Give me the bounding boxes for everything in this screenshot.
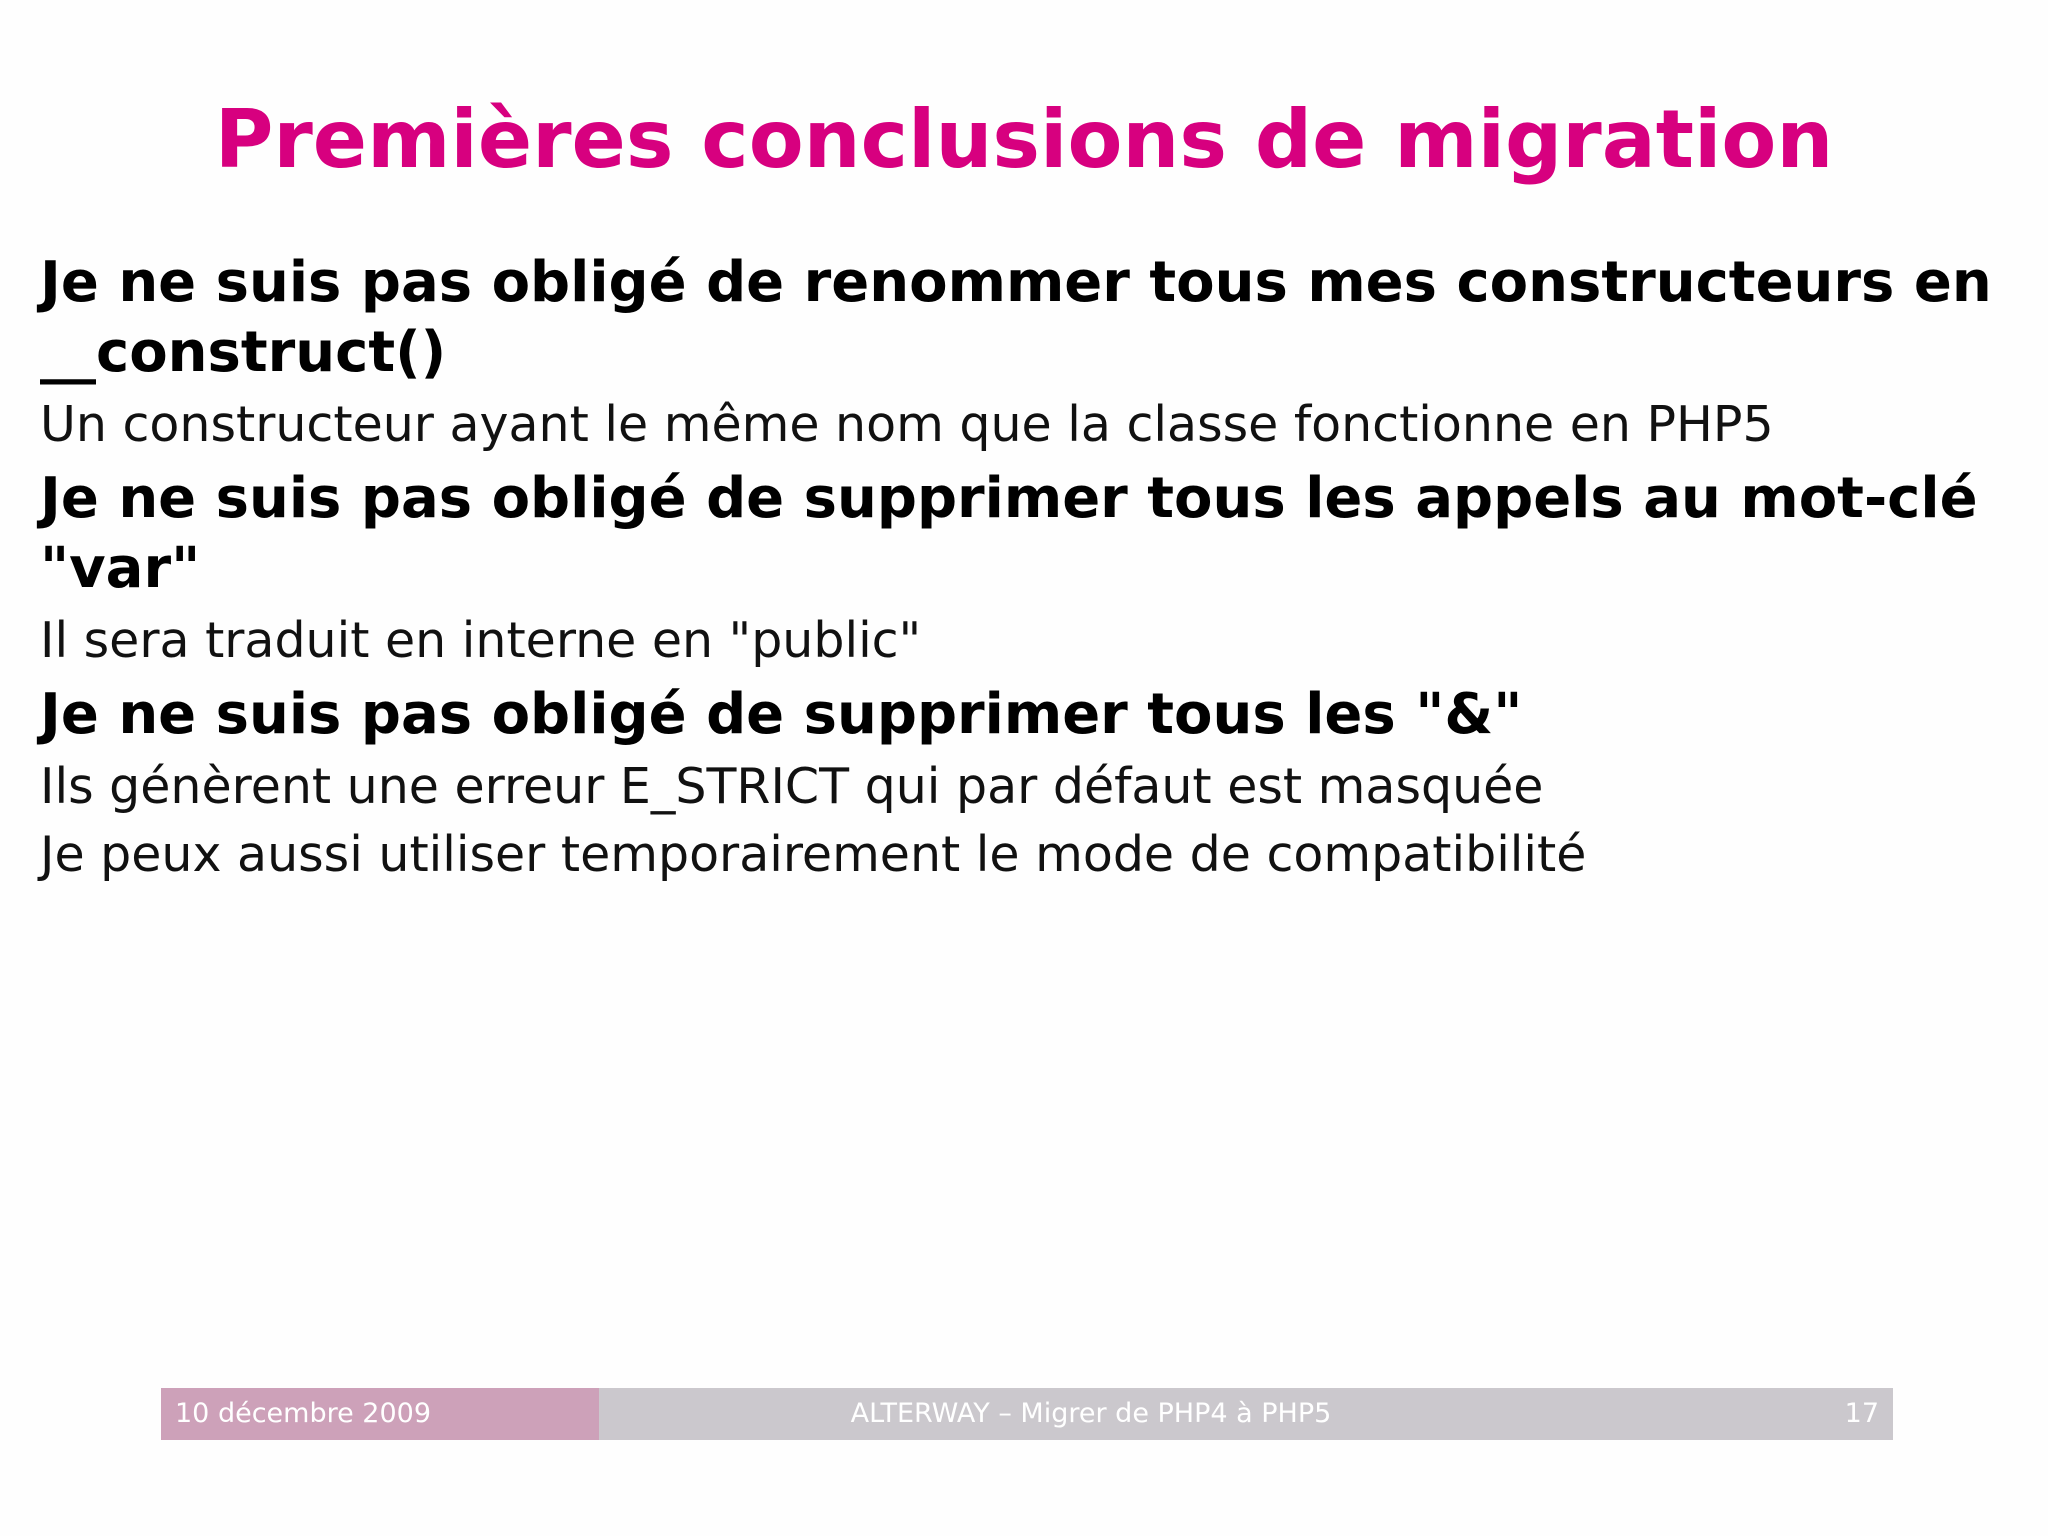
slide-content (40, 248, 2030, 890)
point-heading-1: Je ne suis pas obligé de renommer tous mes constructeurs en __construct() (40, 250, 1992, 385)
point-heading-2: Je ne suis pas obligé de supprimer tous les appels au mot-clé "var" (40, 466, 1978, 601)
slide-title: Premières conclusions de migration (214, 93, 1834, 186)
point-detail-3-1: Ils génèrent une erreur E_STRICT qui par défaut est masquée (40, 758, 1544, 815)
footer-page-number: 17 (1844, 1398, 1879, 1429)
point-heading-3: Je ne suis pas obligé de supprimer tous les "&" (40, 682, 1523, 747)
point-detail-2-1: Il sera traduit en interne en "public" (40, 612, 922, 669)
point-detail-3-2: Je peux aussi utiliser temporairement le mode de compatibilité (40, 826, 1587, 883)
footer-presentation-title: ALTERWAY – Migrer de PHP4 à PHP5 (850, 1398, 1332, 1429)
point-detail-1-1: Un constructeur ayant le même nom que la classe fonctionne en PHP5 (40, 396, 1774, 453)
footer-date: 10 décembre 2009 (161, 1388, 599, 1440)
slide-footer (161, 1388, 1893, 1440)
